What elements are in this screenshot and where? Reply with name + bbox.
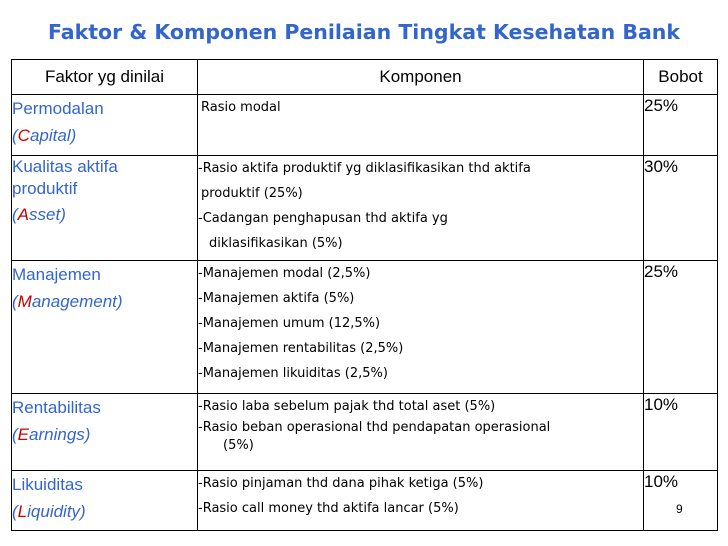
component-item: -Manajemen likuiditas (2,5%) [198, 366, 388, 381]
components-cell [198, 394, 644, 471]
components-cell [198, 95, 644, 156]
factor-name: Manajemen [12, 265, 101, 284]
factor-name: Permodalan [12, 99, 104, 118]
factor-name: Rentabilitas [12, 398, 101, 417]
header-weight: Bobot [644, 60, 718, 95]
component-item: -Rasio pinjaman thd dana pihak ketiga (5%) [198, 476, 484, 491]
component-item: -Manajemen umum (12,5%) [198, 316, 381, 331]
factor-cell [12, 261, 198, 394]
slide-title: Faktor & Komponen Penilaian Tingkat Kesehatan Bank [47, 20, 681, 44]
factor-english: (Capital) [12, 126, 77, 145]
components-cell [198, 156, 644, 261]
factor-english: (Asset) [12, 205, 66, 224]
component-item: produktif (25%) [201, 186, 303, 201]
factor-english: (Liquidity) [12, 502, 86, 521]
component-item: -Rasio call money thd aktifa lancar (5%) [198, 501, 459, 516]
table-header-row [12, 60, 718, 95]
factor-name: Kualitas aktifa [12, 157, 118, 176]
weight-cell: 10% [644, 471, 718, 531]
factor-name-cont: produktif [12, 179, 78, 198]
components-cell [198, 261, 644, 394]
component-item: -Rasio laba sebelum pajak thd total aset (5%) [198, 399, 496, 414]
factor-cell [12, 471, 198, 531]
table-row [12, 95, 718, 156]
component-item: -Rasio aktifa produktif yg diklasifikasikan thd aktifa [198, 161, 531, 176]
factor-cell [12, 394, 198, 471]
header-factor: Faktor yg dinilai [12, 60, 198, 95]
component-item: -Manajemen modal (2,5%) [198, 266, 371, 281]
components-cell [198, 471, 644, 531]
weight-cell: 30% [644, 156, 718, 261]
factor-english: (Management) [12, 292, 123, 311]
component-item: -Manajemen rentabilitas (2,5%) [198, 341, 404, 356]
component-item: -Cadangan penghapusan thd aktifa yg [198, 211, 448, 226]
weight-cell: 10% [644, 394, 718, 471]
factor-name: Likuiditas [12, 475, 83, 494]
component-item: diklasifikasikan (5%) [209, 236, 343, 251]
weight-cell: 25% [644, 261, 718, 394]
table-row [12, 261, 718, 394]
component-item: -Manajemen aktifa (5%) [198, 291, 355, 306]
table-row [12, 394, 718, 471]
weight-cell: 25% [644, 95, 718, 156]
assessment-table [11, 59, 718, 531]
component-item: -Rasio beban operasional thd pendapatan operasional [198, 420, 551, 435]
table-row [12, 471, 718, 531]
table-row [12, 156, 718, 261]
header-components: Komponen [198, 60, 644, 95]
factor-cell [12, 156, 198, 261]
component-item: (5%) [223, 438, 254, 453]
page-number: 9 [676, 502, 683, 516]
component-item: Rasio modal [201, 100, 281, 115]
factor-cell [12, 95, 198, 156]
factor-english: (Earnings) [12, 425, 91, 444]
